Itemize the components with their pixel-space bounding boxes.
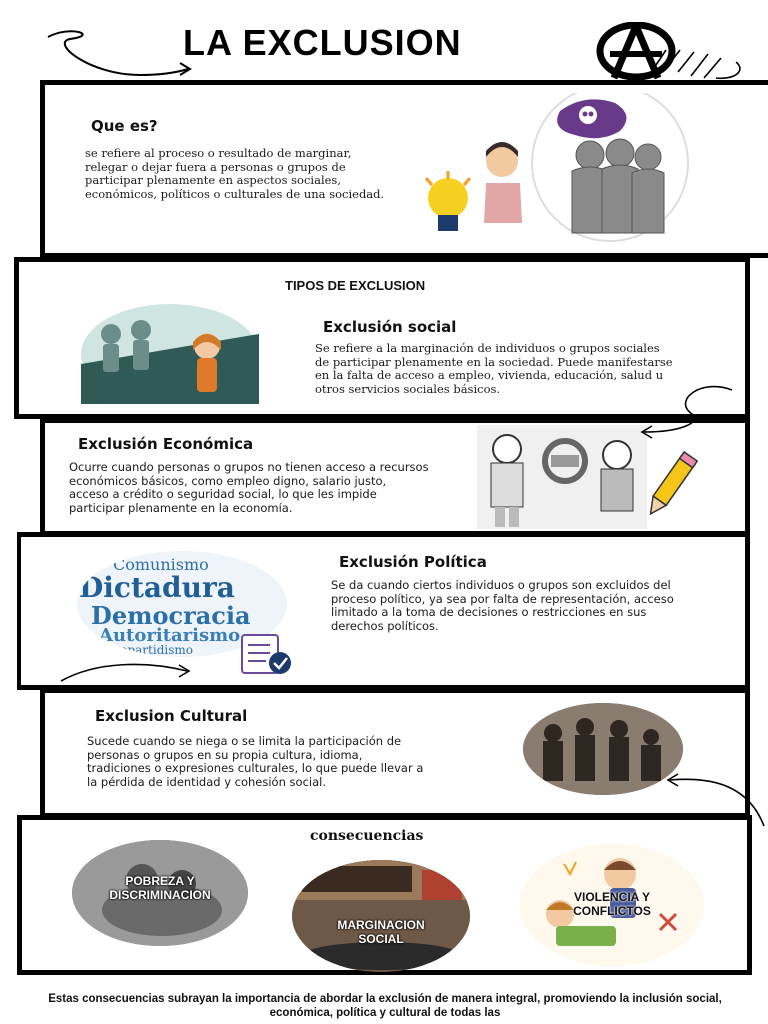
cultural-section — [40, 688, 750, 818]
social-text: Se refiere a la marginación de individuos o grupos sociales de participar plenamente en la sociedad. Puede manifestarse en la falta de acceso a empleo, vivienda, educación, salud u otros servicios sociales básicos. — [315, 341, 673, 396]
cultural-heading: Exclusion Cultural — [95, 707, 248, 725]
que-es-text: se refiere al proceso o resultado de marginar, relegar o dejar fuera a personas o grupos de participar plenamente en aspectos sociales, económicos, políticos o culturales de una sociedad. — [85, 146, 385, 201]
word-cloud-item: Autoritarismo — [99, 625, 241, 646]
economica-heading: Exclusión Económica — [78, 435, 254, 453]
economica-text: Ocurre cuando personas o grupos no tienen acceso a recursos económicos básicos, como empleo digno, salario justo, acceso a crédito o seguridad social, lo que les impide participar plenamente en la economía. — [69, 460, 429, 515]
checklist-icon — [236, 633, 298, 677]
tipos-heading: TIPOS DE EXCLUSION — [285, 278, 426, 293]
page-title: LA EXCLUSION — [183, 22, 462, 63]
consecuencias-heading: consecuencias — [310, 828, 424, 844]
footer-text: Estas consecuencias subrayan la importancia de abordar la exclusión de manera integral, promoviendo la inclusión social, económica, política y cultural de todas las — [48, 993, 722, 1019]
politica-heading: Exclusión Política — [339, 553, 487, 571]
consequence-label: VIOLENCIA Y CONFLICTOS — [573, 890, 651, 918]
que-es-section — [40, 80, 768, 258]
exclusion-illustration — [420, 93, 720, 253]
consequence-circle-pobreza — [72, 840, 248, 946]
economy-illustration — [477, 425, 647, 529]
politica-text: Se da cuando ciertos individuos o grupos son excluidos del proceso político, ya sea por falta de representación, acceso limitado a la toma de decisiones o restricciones en sus derechos políticos. — [331, 578, 674, 633]
word-cloud-item: Dictadura — [79, 571, 235, 604]
consecuencias-section — [17, 815, 752, 975]
consequence-circle-violencia — [520, 844, 704, 966]
social-exclusion-illustration — [81, 304, 259, 404]
word-cloud-item: Comunismo — [113, 555, 209, 574]
swirl-arrow-decoration — [40, 25, 200, 85]
consequence-label: POBREZA Y DISCRIMINACION — [109, 874, 211, 902]
cultural-photo — [523, 703, 683, 795]
swoosh-arrow-decoration — [57, 655, 197, 685]
pencil-icon — [640, 450, 700, 522]
consequence-label: MARGINACION SOCIAL — [337, 918, 425, 946]
consequence-circle-marginacion — [292, 860, 470, 972]
word-cloud-item: Democracia — [91, 601, 251, 630]
curl-arrow-decoration — [632, 380, 742, 440]
word-cloud-item: Monopartidismo — [93, 643, 193, 657]
politica-section — [17, 532, 750, 690]
que-es-heading: Que es? — [91, 117, 158, 135]
cultural-text: Sucede cuando se niega o se limita la participación de personas o grupos en su propia cultura, idioma, tradiciones o expresiones culturales, lo que puede llevar a la pérdida de identidad y cohesión social. — [87, 734, 424, 789]
social-heading: Exclusión social — [323, 318, 457, 336]
